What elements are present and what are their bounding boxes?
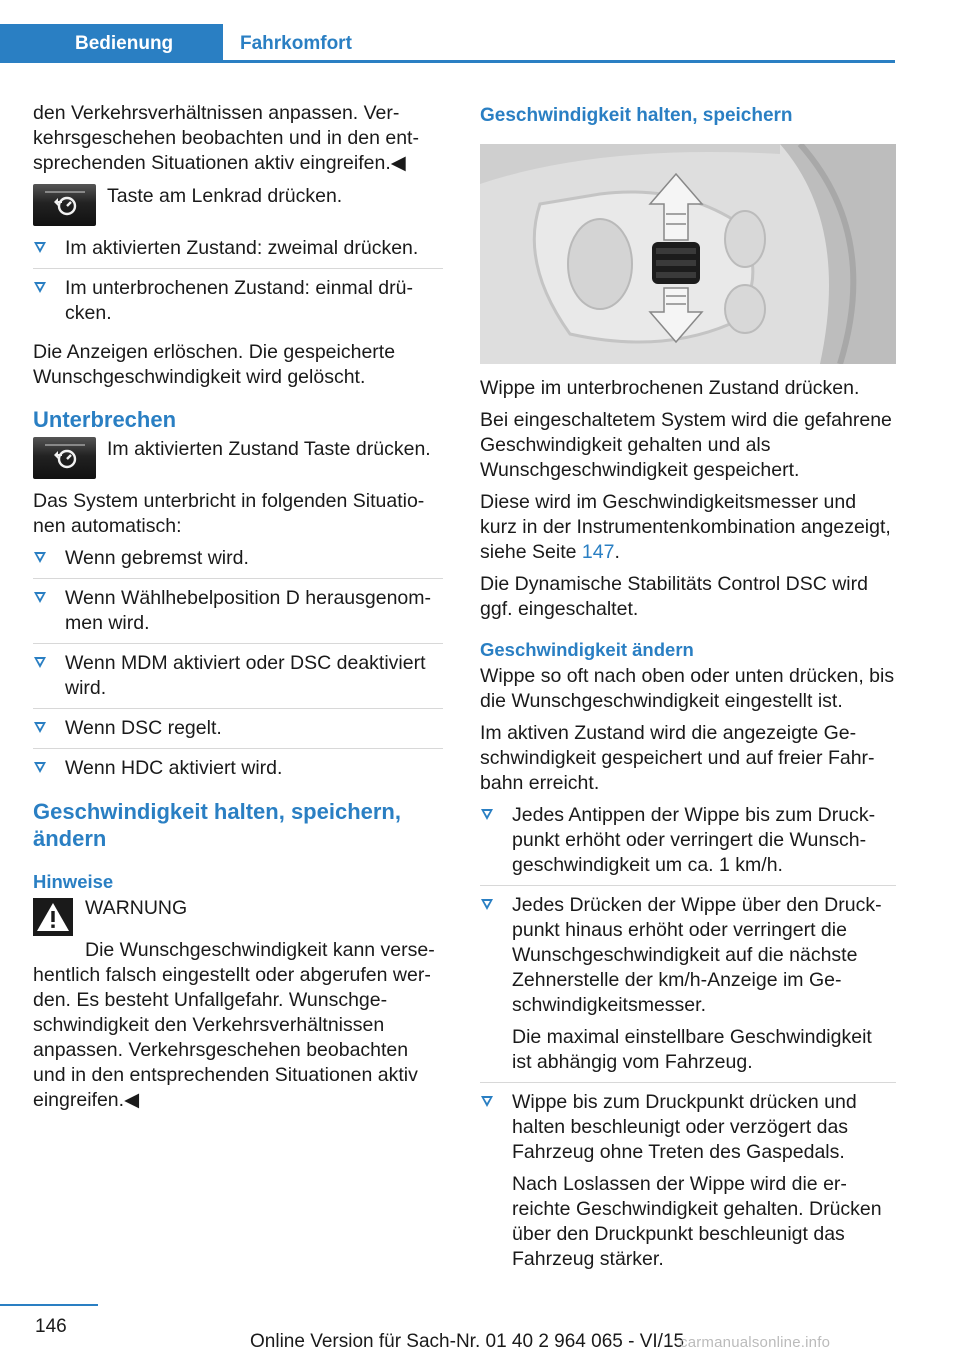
list-item: Wenn MDM aktiviert oder DSC deaktiviert wird. bbox=[33, 651, 443, 709]
paragraph-system-on: Bei eingeschaltetem System wird die gefahrene Geschwindigkeit gehalten und als Wunschgeschwindigkeit gespeichert. bbox=[480, 409, 892, 481]
list-item: Im unterbrochenen Zustand: einmal drücken. bbox=[33, 276, 443, 333]
page-number: 146 bbox=[35, 1316, 67, 1337]
triangle-bullet-icon bbox=[34, 762, 46, 773]
paragraph-change: Wippe so oft nach oben oder unten drücken, bis die Wunschgeschwindigkeit eingestellt ist. bbox=[480, 665, 895, 712]
heading-hinweise: Hinweise bbox=[33, 871, 114, 892]
left-column bbox=[33, 101, 443, 1120]
triangle-bullet-icon bbox=[34, 657, 46, 668]
after-list-paragraph: Die Anzeigen erlöschen. Die gespeicherte Wunschgeschwindigkeit wird gelöscht. bbox=[33, 341, 396, 388]
heading-aendern: Geschwindigkeit ändern bbox=[480, 639, 694, 660]
triangle-bullet-icon bbox=[34, 552, 46, 563]
cruise-control-key-icon bbox=[33, 184, 96, 226]
header-divider bbox=[0, 60, 895, 63]
list-item: Jedes Antippen der Wippe bis zum Druckpunkt erhöht oder verringert die Wunschgeschwindigkeit um ca. 1 km/h. bbox=[480, 803, 896, 886]
intro-paragraph: den Verkehrsverhältnissen anpassen. Verkehrsgeschehen beobachten und in den entsprechenden Situationen aktiv eingreifen.◀ bbox=[33, 102, 419, 174]
triangle-bullet-icon bbox=[481, 809, 493, 820]
triangle-bullet-icon bbox=[34, 592, 46, 603]
online-version-note: Online Version für Sach-Nr. 01 40 2 964 065 - VI/15 bbox=[250, 1331, 685, 1352]
steering-wheel-rocker-image bbox=[480, 144, 896, 364]
footer-divider bbox=[0, 1304, 98, 1306]
list-item: Jedes Drücken der Wippe über den Druckpunkt hinaus erhöht oder verringert die Wunschgeschwindigkeit auf die nächste Zehnerstelle der km/h-Anzeige im Geschwindigkeitsmesser. Die maximal einstellbare Geschwindigkeit ist abhängig vom Fahrzeug. bbox=[480, 893, 896, 1083]
list-item: Wenn Wählhebelposition D herausgenommen wird. bbox=[33, 586, 443, 644]
list-item: Wenn HDC aktiviert wird. bbox=[33, 756, 443, 788]
cruise-control-key-icon bbox=[33, 437, 96, 479]
heading-halten-speichern: Geschwindigkeit halten, speichern bbox=[480, 105, 793, 126]
key-instruction-2 bbox=[33, 437, 443, 479]
warning-text: Die Wunschgeschwindigkeit kann versehentlich falsch eingestellt oder abgerufen werden. Es besteht Unfallgefahr. Wunschgeschwindigkeit den Verkehrsverhältnissen anpassen. Verkehrsgeschehen beobachten und in den entsprechenden Situationen aktiv eingreifen.◀ bbox=[33, 939, 435, 1111]
auto-interrupt-intro: Das System unterbricht in folgenden Situationen automatisch: bbox=[33, 490, 425, 537]
warning-title: WARNUNG bbox=[85, 897, 188, 919]
paragraph-dsc: Die Dynamische Stabilitäts Control DSC wird ggf. eingeschaltet. bbox=[480, 573, 868, 620]
list-item: Wenn DSC regelt. bbox=[33, 716, 443, 749]
tab-bedienung[interactable]: Bedienung bbox=[0, 24, 223, 63]
triangle-bullet-icon bbox=[34, 242, 46, 253]
warning-triangle-icon bbox=[33, 898, 73, 936]
triangle-bullet-icon bbox=[34, 722, 46, 733]
right-column bbox=[480, 101, 896, 1286]
warning-block bbox=[33, 896, 443, 936]
auto-interrupt-list bbox=[33, 546, 443, 788]
key-text-2: Im aktivierten Zustand Taste drücken. bbox=[107, 438, 431, 460]
watermark: carmanualsonline.info bbox=[680, 1334, 831, 1351]
triangle-bullet-icon bbox=[481, 899, 493, 910]
page-header bbox=[0, 0, 960, 64]
deactivate-list bbox=[33, 236, 443, 333]
paragraph-display: Diese wird im Geschwindigkeitsmesser und kurz in der Instrumentenkombination angezeigt, siehe Seite 147. bbox=[480, 491, 891, 563]
page-link[interactable]: 147 bbox=[581, 541, 615, 563]
list-item: Im aktivierten Zustand: zweimal drücken. bbox=[33, 236, 443, 269]
key-text-1: Taste am Lenkrad drücken. bbox=[107, 185, 343, 207]
paragraph-rocker: Wippe im unterbrochenen Zustand drücken. bbox=[480, 377, 860, 399]
change-speed-list bbox=[480, 803, 896, 1279]
heading-unterbrechen: Unterbrechen bbox=[33, 407, 177, 432]
list-item: Wenn gebremst wird. bbox=[33, 546, 443, 579]
list-item: Wippe bis zum Druckpunkt drücken und halten beschleunigt oder verzögert das Fahrzeug ohne Treten des Gaspedals. Nach Loslassen der Wippe wird die erreichte Geschwindigkeit gehalten. Drücken über den Druckpunkt beschleunigt das Fahrzeug stärker. bbox=[480, 1090, 896, 1279]
key-instruction-1 bbox=[33, 184, 443, 226]
heading-halten-speichern-aendern: Geschwindigkeit halten, speichern, ändern bbox=[33, 799, 401, 851]
triangle-bullet-icon bbox=[481, 1096, 493, 1107]
tab-fahrkomfort[interactable]: Fahrkomfort bbox=[240, 33, 352, 54]
paragraph-active-state: Im aktiven Zustand wird die angezeigte Geschwindigkeit gespeichert und auf freier Fahrbahn erreicht. bbox=[480, 722, 875, 794]
triangle-bullet-icon bbox=[34, 282, 46, 293]
